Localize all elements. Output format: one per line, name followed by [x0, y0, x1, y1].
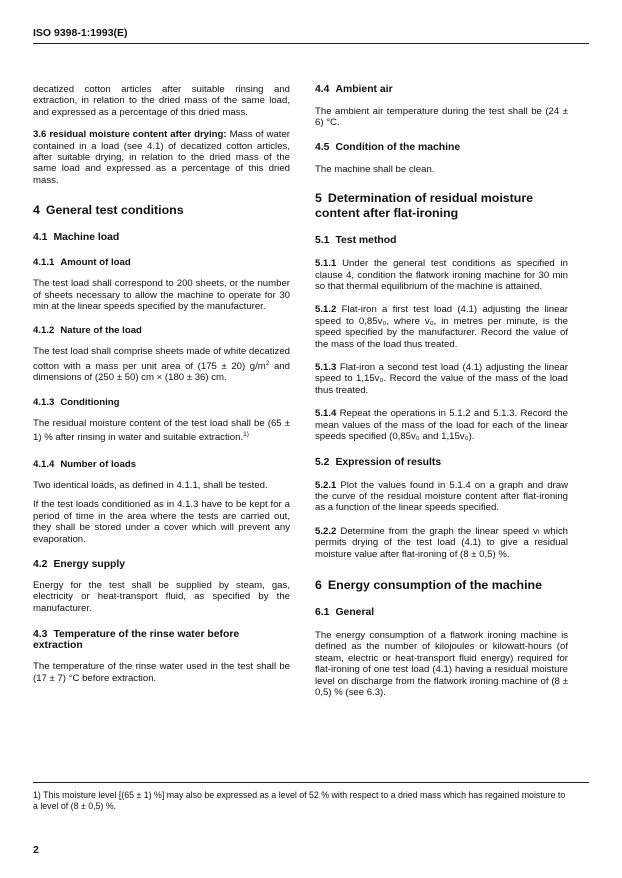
section-4-1-2-heading: 4.1.2 Nature of the load: [33, 325, 142, 337]
section-5-2-1-text: 5.2.1 Plot the values found in 5.1.4 on a graph and draw the curve of the residual moisture content after flat-ironing as a function of the linear speeds specified.: [315, 479, 568, 514]
section-4-heading: 4 General test conditions: [33, 203, 184, 218]
section-4-1-1-text: The test load shall correspond to 200 sheets, or the number of sheets necessary to allow the machine to operate for 30 min at the linear speeds specified by the manufacturer.: [33, 278, 290, 313]
section-4-1-4-heading: 4.1.4 Number of loads: [33, 458, 137, 470]
section-4-5-text: The machine shall be clean.: [315, 163, 435, 175]
section-5-heading: 5 Determination of residual moisture content after flat-ironing: [315, 191, 534, 221]
footnote: 1) This moisture level [(65 ± 1) %] may also be expressed as a level of 52 % with respect to a dried mass which has regained moisture to a level of (8 ± 0,5) %.: [33, 790, 566, 811]
section-4-4-heading: 4.4 Ambient air: [315, 84, 393, 95]
section-4-1-3-heading: 4.1.3 Conditioning: [33, 396, 120, 408]
document-id: ISO 9398-1:1993(E): [33, 27, 128, 39]
section-4-2-text: Energy for the test shall be supplied by steam, gas, electricity or heat-transport fluid, as specified by the manufacturer.: [33, 579, 290, 614]
section-4-3-heading: 4.3 Temperature of the rinse water before extraction: [33, 629, 240, 652]
section-4-1-2-text: The test load shall comprise sheets made of white decatized cotton with a mass per unit area of (175 ± 20) $g/m^2$ and dimensions of (250 ± 50) cm × (180 ± 36) cm.: [33, 346, 290, 384]
footnote-rule: [33, 782, 589, 783]
section-4-3-text: The temperature of the rinse water used in the test shall be (17 ± 7) °C before extraction.: [33, 661, 290, 684]
section-6-heading: 6 Energy consumption of the machine: [315, 577, 543, 592]
section-4-2-heading: 4.2 Energy supply: [33, 558, 126, 570]
section-4-5-heading: 4.5 Condition of the machine: [315, 141, 461, 153]
definition-3-6: 3.6 residual moisture content after drying: Mass of water contained in a load (see 4.1) of decatized cotton articles, after suitable drying, in relation to the dried mass of the same load and expressed as a percentage of this dried mass.: [33, 129, 290, 186]
footnote-ref: 1): [243, 431, 249, 439]
section-5-1-heading: 5.1 Test method: [315, 235, 397, 247]
section-4-4-text: The ambient air temperature during the test shall be (24 ± 6) °C.: [315, 106, 568, 129]
section-5-2-2-text: 5.2.2 Determine from the graph the linear speed vₗ which permits drying of the test load (4.1) to give a residual moisture value after flat-ironing of (8 ± 0,5) %.: [315, 525, 568, 560]
section-4-1-heading: 4.1 Machine load: [33, 232, 120, 244]
page-number: 2: [33, 844, 39, 856]
header-rule: [33, 43, 589, 44]
section-6-1-text: The energy consumption of a flatwork ironing machine is defined as the number of kilojoules or kilowatt-hours (of steam, electric or heat-transport fluid energy) required for flat-ironing of one test load (4.1) having a residual moisture level on discharge from the flatwork ironing machine of (8 ± 0,5) % (see 6.3).: [315, 629, 568, 698]
section-5-2-heading: 5.2 Expression of results: [315, 456, 442, 468]
section-4-1-1-heading: 4.1.1 Amount of load: [33, 257, 131, 269]
section-5-1-4-text: 5.1.4 Repeat the operations in 5.1.2 and 5.1.3. Record the mean values of the mass of the load for each of the linear speeds specified (0,85v₀ and 1,15v₀).: [315, 408, 568, 443]
section-4-1-4-text-2: If the test loads conditioned as in 4.1.3 have to be kept for a period of time in the area where the tests are carried out, they shall be stored under a cover which will prevent any evaporation.: [33, 499, 290, 545]
paragraph-continued: decatized cotton articles after suitable rinsing and extraction, in relation to the dried mass of the same load, and expressed as a percentage of this dried mass.: [33, 84, 290, 118]
section-5-1-3-text: 5.1.3 Flat-iron a second test load (4.1) adjusting the linear speed to 1,15v₀. Record the value of the mass of the load thus treated.: [315, 362, 569, 396]
right-column: [315, 84, 568, 698]
section-4-1-3-text: The residual moisture content of the test load shall be (65 ± 1) % after rinsing in water and suitable extraction.$^{1)}$: [33, 417, 290, 444]
section-4-1-4-text-1: Two identical loads, as defined in 4.1.1, shall be tested.: [33, 479, 268, 491]
left-column: [33, 84, 290, 684]
section-5-1-2-text: 5.1.2 Flat-iron a first test load (4.1) adjusting the linear speed to 0,85v₀, where v₀, in metres per minute, is the speed specified by the manufacturer. Record the value of the mass of the load thus treated.: [315, 304, 568, 350]
section-5-1-1-text: 5.1.1 Under the general test conditions as specified in clause 4, condition the flatwork ironing machine for 30 min so that thermal equilibrium of the machine is attained.: [315, 258, 568, 293]
section-6-1-heading: 6.1 General: [315, 606, 375, 618]
